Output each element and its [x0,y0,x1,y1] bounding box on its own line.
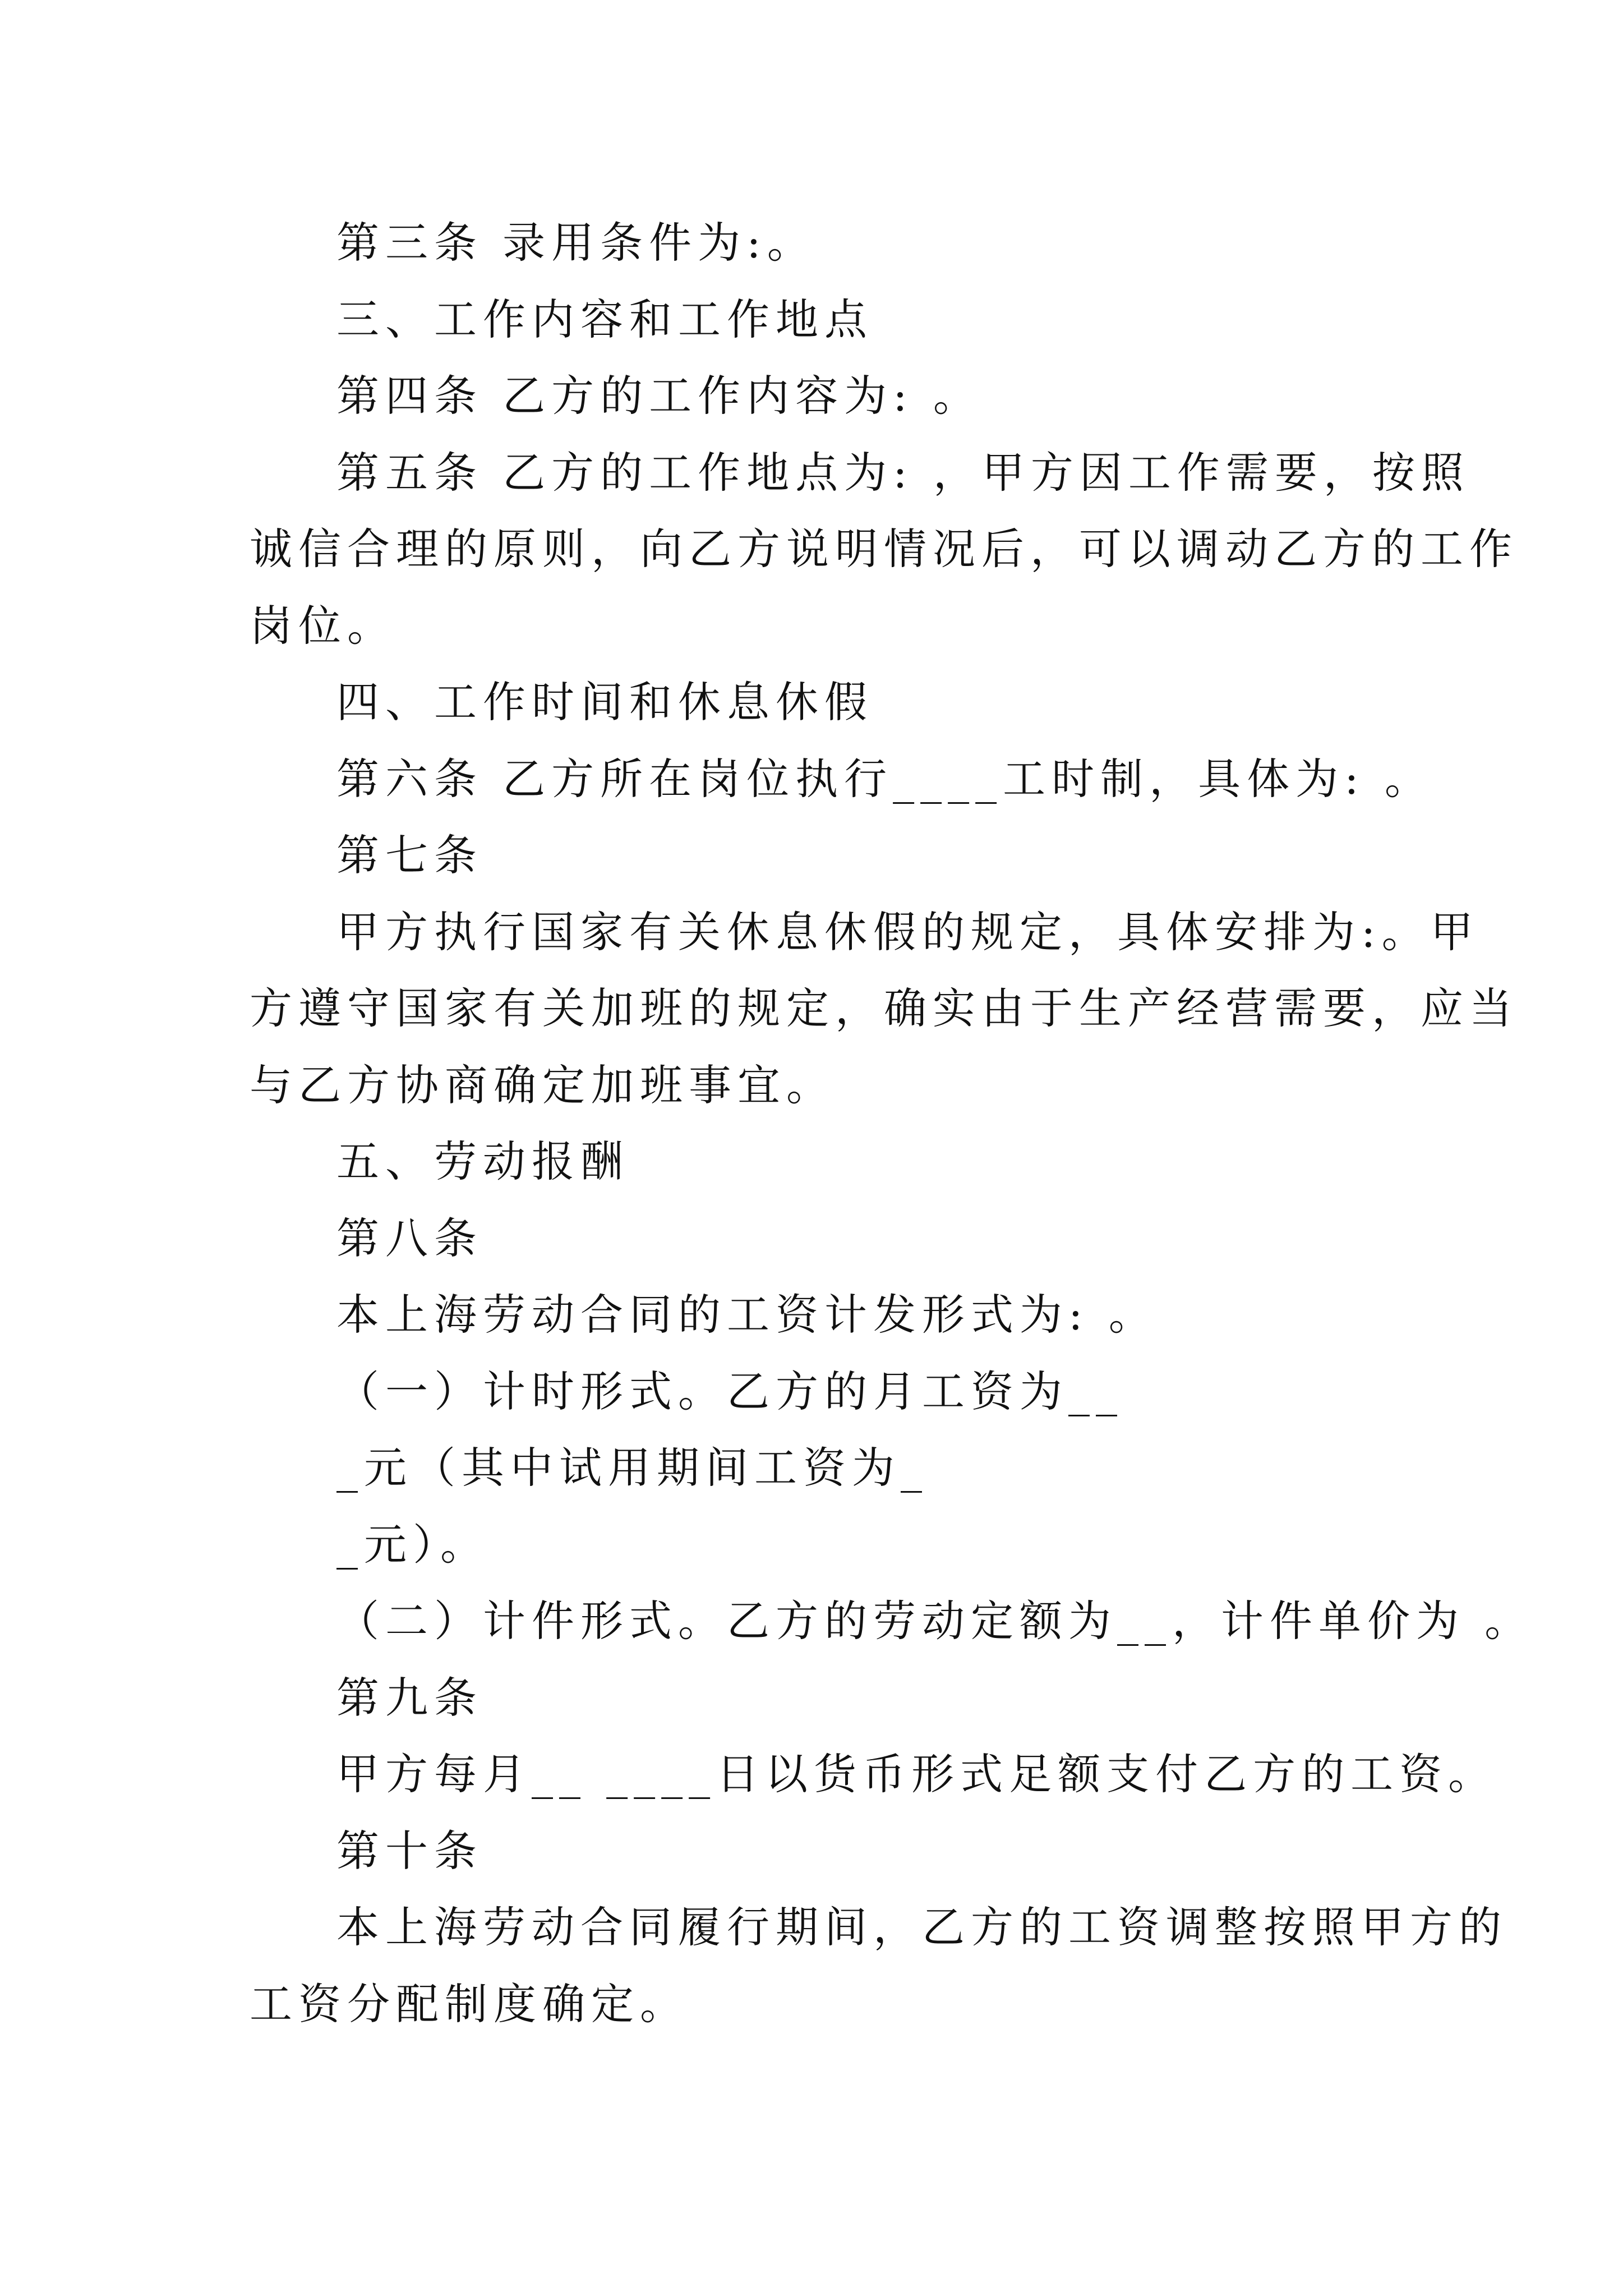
section-4-heading: 四、工作时间和休息休假 [336,677,873,727]
article-3: 第三条 录用条件为:。 [336,218,816,268]
article-8-text: 本上海劳动合同的工资计发形式为: 。 [336,1290,1158,1340]
article-8-item-2: （二）计件形式。乙方的劳动定额为__，计件单价为 。 [336,1596,1534,1646]
article-8-item-1-line-3: _元）。 [336,1520,489,1570]
article-6: 第六条 乙方所在岗位执行____工时制，具体为: 。 [336,754,1433,804]
article-7-heading: 第七条 [336,830,483,880]
article-5-line-1: 第五条 乙方的工作地点为: ，甲方因工作需要，按照 [336,448,1470,498]
section-3-heading: 三、工作内容和工作地点 [336,295,873,344]
article-8-item-1-line-2: _元（其中试用期间工资为_ [336,1443,928,1493]
article-7-line-3: 与乙方协商确定加班事宜。 [250,1060,835,1110]
section-5-heading: 五、劳动报酬 [336,1137,629,1186]
article-8-heading: 第八条 [336,1213,483,1263]
article-5-line-3: 岗位。 [250,601,396,651]
article-10-line-2: 工资分配制度确定。 [250,1979,689,2029]
article-10-line-1: 本上海劳动合同履行期间，乙方的工资调整按照甲方的 [336,1902,1507,1952]
article-7-line-2: 方遵守国家有关加班的规定，确实由于生产经营需要，应当 [250,983,1518,1033]
article-5-line-2: 诚信合理的原则，向乙方说明情况后，可以调动乙方的工作 [250,524,1518,574]
article-9-heading: 第九条 [336,1673,483,1723]
article-8-item-1-line-1: （一）计时形式。乙方的月工资为__ [336,1366,1123,1416]
article-7-line-1: 甲方执行国家有关休息休假的规定，具体安排为:。甲 [336,907,1479,957]
article-9-text: 甲方每月__ ____日以货币形式足额支付乙方的工资。 [336,1749,1497,1799]
article-4: 第四条 乙方的工作内容为: 。 [336,371,982,421]
article-10-heading: 第十条 [336,1826,483,1876]
